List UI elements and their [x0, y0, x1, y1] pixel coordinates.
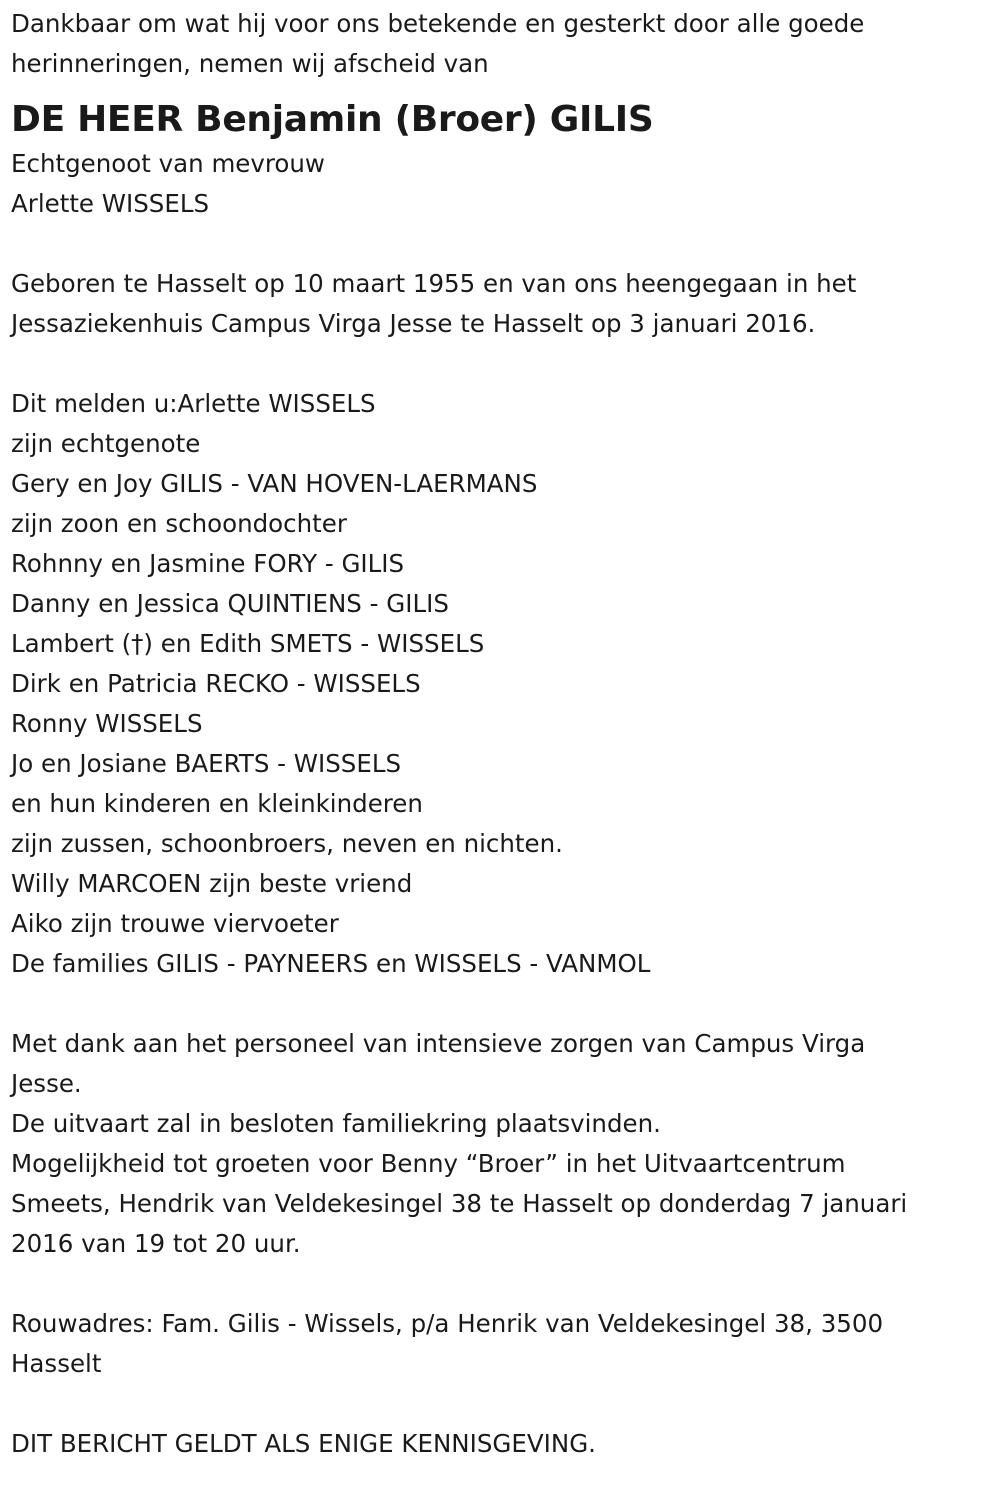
arrangement-line: De uitvaart zal in besloten familiekring plaatsvinden.	[11, 1109, 661, 1138]
announcer-line: Jo en Josiane BAERTS - WISSELS	[11, 749, 402, 778]
arrangement-line: Mogelijkheid tot groeten voor Benny “Broer” in het Uitvaartcentrum	[11, 1149, 846, 1178]
announcer-line: Gery en Joy GILIS - VAN HOVEN-LAERMANS	[11, 469, 538, 498]
address-line-1: Rouwadres: Fam. Gilis - Wissels, p/a Henrik van Veldekesingel 38, 3500	[11, 1309, 884, 1338]
spouse-label: Echtgenoot van mevrouw	[11, 149, 325, 178]
spacer	[11, 224, 991, 264]
announcer-line: Rohnny en Jasmine FORY - GILIS	[11, 549, 405, 578]
spacer	[11, 984, 991, 1024]
announcer-line: zijn zoon en schoondochter	[11, 509, 347, 538]
announcer-line: Dit melden u:Arlette WISSELS	[11, 389, 376, 418]
intro-line-1: Dankbaar om wat hij voor ons betekende en gesterkt door alle goede	[11, 9, 865, 38]
announcer-line: Ronny WISSELS	[11, 709, 203, 738]
announcer-line: en hun kinderen en kleinkinderen	[11, 789, 423, 818]
announcer-line: Willy MARCOEN zijn beste vriend	[11, 869, 413, 898]
address-line-2: Hasselt	[11, 1349, 102, 1378]
arrangement-line: Smeets, Hendrik van Veldekesingel 38 te Hasselt op donderdag 7 januari	[11, 1189, 908, 1218]
spacer	[11, 344, 991, 384]
birth-death-line-2: Jessaziekenhuis Campus Virga Jesse te Hasselt op 3 januari 2016.	[11, 309, 816, 338]
spouse-name: Arlette WISSELS	[11, 189, 210, 218]
intro-line-2: herinneringen, nemen wij afscheid van	[11, 49, 489, 78]
spacer	[11, 1264, 991, 1304]
closing-statement: DIT BERICHT GELDT ALS ENIGE KENNISGEVING.	[11, 1429, 596, 1458]
birth-death-line-1: Geboren te Hasselt op 10 maart 1955 en van ons heengegaan in het	[11, 269, 857, 298]
announcer-line: zijn zussen, schoonbroers, neven en nichten.	[11, 829, 563, 858]
announcer-line: Dirk en Patricia RECKO - WISSELS	[11, 669, 421, 698]
arrangement-line: 2016 van 19 tot 20 uur.	[11, 1229, 301, 1258]
announcer-line: Danny en Jessica QUINTIENS - GILIS	[11, 589, 449, 618]
deceased-name: DE HEER Benjamin (Broer) GILIS	[11, 99, 654, 140]
announcer-line: De families GILIS - PAYNEERS en WISSELS - VANMOL	[11, 949, 651, 978]
death-notice	[11, 4, 991, 1464]
arrangement-line: Met dank aan het personeel van intensieve zorgen van Campus Virga	[11, 1029, 866, 1058]
announcer-line: zijn echtgenote	[11, 429, 201, 458]
spacer	[11, 1384, 991, 1424]
announcers-list	[11, 384, 991, 984]
announcer-line: Lambert (†) en Edith SMETS - WISSELS	[11, 629, 485, 658]
arrangement-line: Jesse.	[11, 1069, 82, 1098]
announcer-line: Aiko zijn trouwe viervoeter	[11, 909, 339, 938]
thanks-and-arrangements	[11, 1024, 991, 1264]
